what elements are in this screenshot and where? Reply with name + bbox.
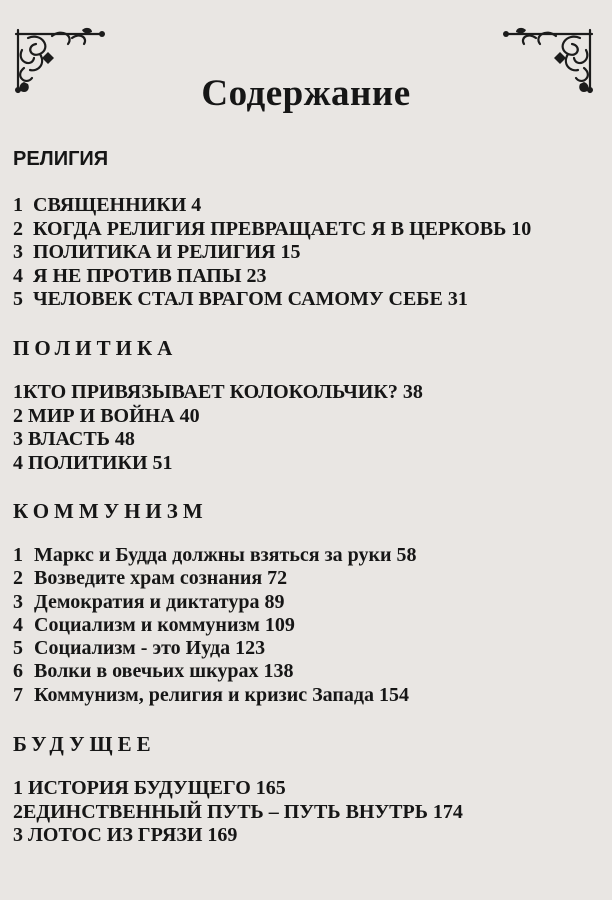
entry-number: 2 — [13, 567, 23, 590]
toc-entry[interactable] — [13, 684, 602, 707]
section-heading: КОММУНИЗМ — [13, 499, 208, 523]
toc-entry[interactable] — [13, 428, 602, 452]
entry-text: МИР И ВОЙНА 40 — [28, 404, 200, 427]
toc-entry[interactable] — [13, 218, 602, 242]
entry-text: КТО ПРИВЯЗЫВАЕТ КОЛОКОЛЬЧИК? 38 — [23, 381, 423, 403]
entry-number: 3 — [13, 590, 23, 613]
entry-text: ВЛАСТЬ 48 — [28, 428, 135, 450]
entry-text: Социализм и коммунизм 109 — [34, 613, 295, 636]
entry-number: 1 — [13, 544, 23, 566]
entry-number: 2 — [13, 217, 23, 240]
toc-entry[interactable] — [13, 241, 602, 265]
toc-entry[interactable] — [13, 660, 602, 683]
entry-text: Я НЕ ПРОТИВ ПАПЫ 23 — [33, 264, 267, 287]
toc-entry[interactable] — [13, 405, 602, 429]
entry-text: ЧЕЛОВЕК СТАЛ ВРАГОМ САМОМУ СЕБЕ 31 — [33, 288, 468, 310]
entry-text: Маркс и Будда должны взяться за руки 58 — [34, 544, 417, 566]
entry-text: КОГДА РЕЛИГИЯ ПРЕВРАЩАЕТС Я В ЦЕРКОВЬ 10 — [33, 217, 532, 240]
entry-text: ЛОТОС ИЗ ГРЯЗИ 169 — [28, 824, 238, 846]
toc-entry[interactable] — [13, 194, 602, 218]
toc-entry[interactable] — [13, 452, 602, 476]
section-communism — [13, 498, 602, 707]
entry-list — [13, 194, 602, 312]
page-title: Содержание — [201, 73, 411, 114]
section-heading: ПОЛИТИКА — [13, 336, 178, 360]
entry-number: 2 — [13, 404, 23, 427]
entry-number: 4 — [13, 613, 23, 636]
entry-number: 7 — [13, 683, 23, 706]
section-heading: БУДУЩЕЕ — [13, 732, 156, 756]
entry-number: 3 — [13, 241, 23, 263]
section-heading: РЕЛИГИЯ — [13, 148, 109, 170]
entry-number: 5 — [13, 637, 23, 660]
toc-entry[interactable] — [13, 265, 602, 289]
entry-number: 2 — [13, 800, 23, 823]
entry-text: ЕДИНСТВЕННЫЙ ПУТЬ – ПУТЬ ВНУТРЬ 174 — [23, 800, 463, 823]
entry-number: 6 — [13, 660, 23, 683]
toc-entry[interactable] — [13, 591, 602, 614]
section-religion — [13, 146, 602, 312]
entry-list — [13, 544, 602, 707]
entry-text: СВЯЩЕННИКИ 4 — [33, 194, 202, 216]
entry-list — [13, 381, 602, 475]
toc-entry[interactable] — [13, 381, 602, 405]
toc-entry[interactable] — [13, 288, 602, 312]
entry-text: Коммунизм, религия и кризис Запада 154 — [34, 683, 410, 706]
section-politics — [13, 335, 602, 475]
entry-text: ИСТОРИЯ БУДУЩЕГО 165 — [28, 777, 286, 799]
entry-number: 1 — [13, 777, 23, 799]
toc-entry[interactable] — [13, 614, 602, 637]
entry-text: Волки в овечьих шкурах 138 — [34, 660, 294, 683]
entry-number: 4 — [13, 451, 23, 474]
toc-entry[interactable] — [13, 824, 602, 848]
entry-number: 1 — [13, 194, 23, 216]
entry-text: Возведите храм сознания 72 — [34, 567, 288, 590]
entry-number: 4 — [13, 264, 23, 287]
toc-entry[interactable] — [13, 544, 602, 567]
section-future — [13, 731, 602, 848]
toc-entry[interactable] — [13, 637, 602, 660]
entry-number: 3 — [13, 824, 23, 846]
entry-number: 1 — [13, 381, 23, 403]
toc-entry[interactable] — [13, 567, 602, 590]
entry-text: Социализм - это Иуда 123 — [34, 637, 266, 660]
entry-text: ПОЛИТИКА И РЕЛИГИЯ 15 — [33, 241, 301, 263]
entry-text: Демократия и диктатура 89 — [34, 590, 285, 613]
toc-entry[interactable] — [13, 801, 602, 825]
entry-list — [13, 777, 602, 848]
toc-entry[interactable] — [13, 777, 602, 801]
entry-text: ПОЛИТИКИ 51 — [28, 451, 173, 474]
entry-number: 5 — [13, 288, 23, 310]
entry-number: 3 — [13, 428, 23, 450]
